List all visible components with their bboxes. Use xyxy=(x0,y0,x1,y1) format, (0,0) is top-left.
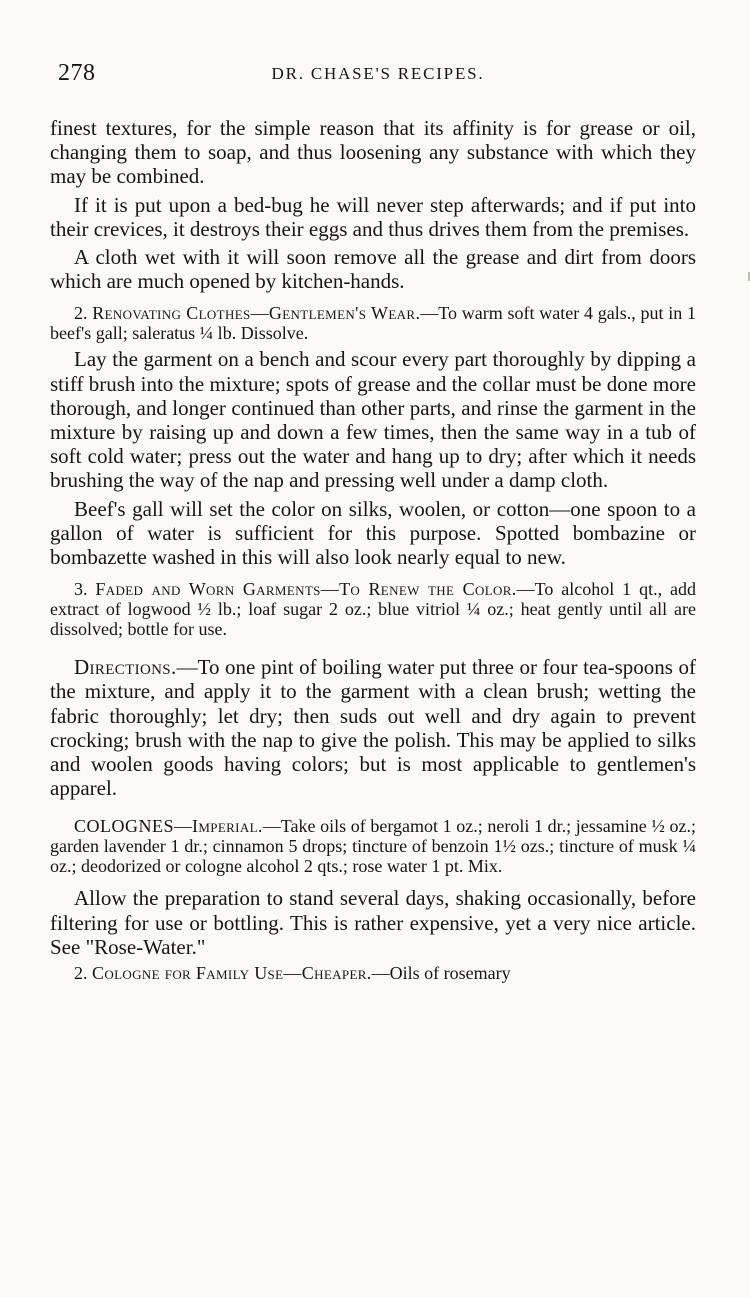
recipe-title: Renovating Clothes—Gentlemen's Wear. xyxy=(92,303,421,324)
recipe-dash: — xyxy=(371,963,390,984)
paragraph-bed-bug: If it is put upon a bed-bug he will never step afterwards; and if put into their crevices, it destroys their eggs and thus drives them from the premises. xyxy=(50,192,696,241)
recipe-dash: — xyxy=(516,579,535,600)
page-number: 278 xyxy=(58,60,96,86)
recipe-text: To warm soft water 4 gals., put in 1 beef's gall; saleratus ¼ lb. Dissolve. xyxy=(50,303,696,344)
recipe-renovating-clothes xyxy=(50,303,696,343)
page-header xyxy=(58,58,698,98)
recipe-text: To alcohol 1 qt., add extract of logwood ½ lb.; loaf sugar 2 oz.; blue vitriol ¼ oz.; heat gently until all are dissolved; bottle for use. xyxy=(50,579,697,640)
paragraph-cloth: A cloth wet with it will soon remove all the grease and dirt from doors which are much opened by kitchen-hands. xyxy=(50,245,696,294)
recipe-colognes-imperial xyxy=(50,816,696,876)
section-subheading: Imperial. xyxy=(192,816,263,837)
paragraph-directions xyxy=(50,655,696,800)
recipe-dash: — xyxy=(262,816,281,837)
recipe-number: 2. xyxy=(74,963,88,984)
page-body xyxy=(50,116,696,983)
paragraph-garment-cleaning: Lay the garment on a bench and scour every part thoroughly by dipping a stiff brush into the mixture; spots of grease and the collar must be done more thorough, and longer continued than other parts, and rinse the garment in the mixture by raising up and down a few times, then the same way in a tub of soft cold water; press out the water and hang up to dry; after which it needs brushing the way of the nap and pressing well under a damp cloth. xyxy=(50,347,696,493)
recipe-number: 3. xyxy=(74,579,88,600)
directions-label: Directions. xyxy=(74,655,177,680)
recipe-title: Cologne for Family Use—Cheaper. xyxy=(92,963,372,984)
section-heading: COLOGNES xyxy=(74,816,175,837)
recipe-faded-garments xyxy=(50,579,696,639)
running-head: DR. CHASE'S RECIPES. xyxy=(271,64,485,83)
directions-dash: — xyxy=(176,655,198,680)
paragraph-beefs-gall: Beef's gall will set the color on silks, woolen, or cotton—one spoon to a gallon of water is sufficient for this purpose. Spotted bombazine or bombazette washed in this will also look nearly equal to new. xyxy=(50,496,696,570)
paragraph-continued: finest textures, for the simple reason that its affinity is for grease or oil, changing them to soap, and thus loosening any substance with which they may be combined. xyxy=(50,116,696,189)
paragraph-preparation: Allow the preparation to stand several days, shaking occasionally, before filtering for use or bottling. This is rather expensive, yet a very nice article. See "Rose-Water." xyxy=(50,886,696,959)
section-separator: — xyxy=(174,816,193,837)
recipe-number: 2. xyxy=(74,303,88,324)
recipe-dash: — xyxy=(420,303,439,324)
recipe-text: Oils of rosemary xyxy=(389,963,511,984)
recipe-cologne-family-use xyxy=(50,963,696,983)
directions-text: To one pint of boiling water put three or four tea-spoons of the mixture, and apply it to the garment with a clean brush; wetting the fabric thoroughly; let dry; then suds out well and dry again to prevent crocking; brush with the nap to give the polish. This may be applied to silks and woolen goods having colors; but is most applicable to gentlemen's apparel. xyxy=(50,655,696,801)
recipe-title: Faded and Worn Garments—To Renew the Color. xyxy=(95,579,517,600)
recipe-text: Take oils of bergamot 1 oz.; neroli 1 dr.; jessamine ½ oz.; garden lavender 1 dr.; cinnamon 5 drops; tincture of benzoin 1½ ozs.; tincture of musk ¼ oz.; deodorized or cologne alcohol 2 qts.; rose water 1 pt. Mix. xyxy=(50,816,696,877)
